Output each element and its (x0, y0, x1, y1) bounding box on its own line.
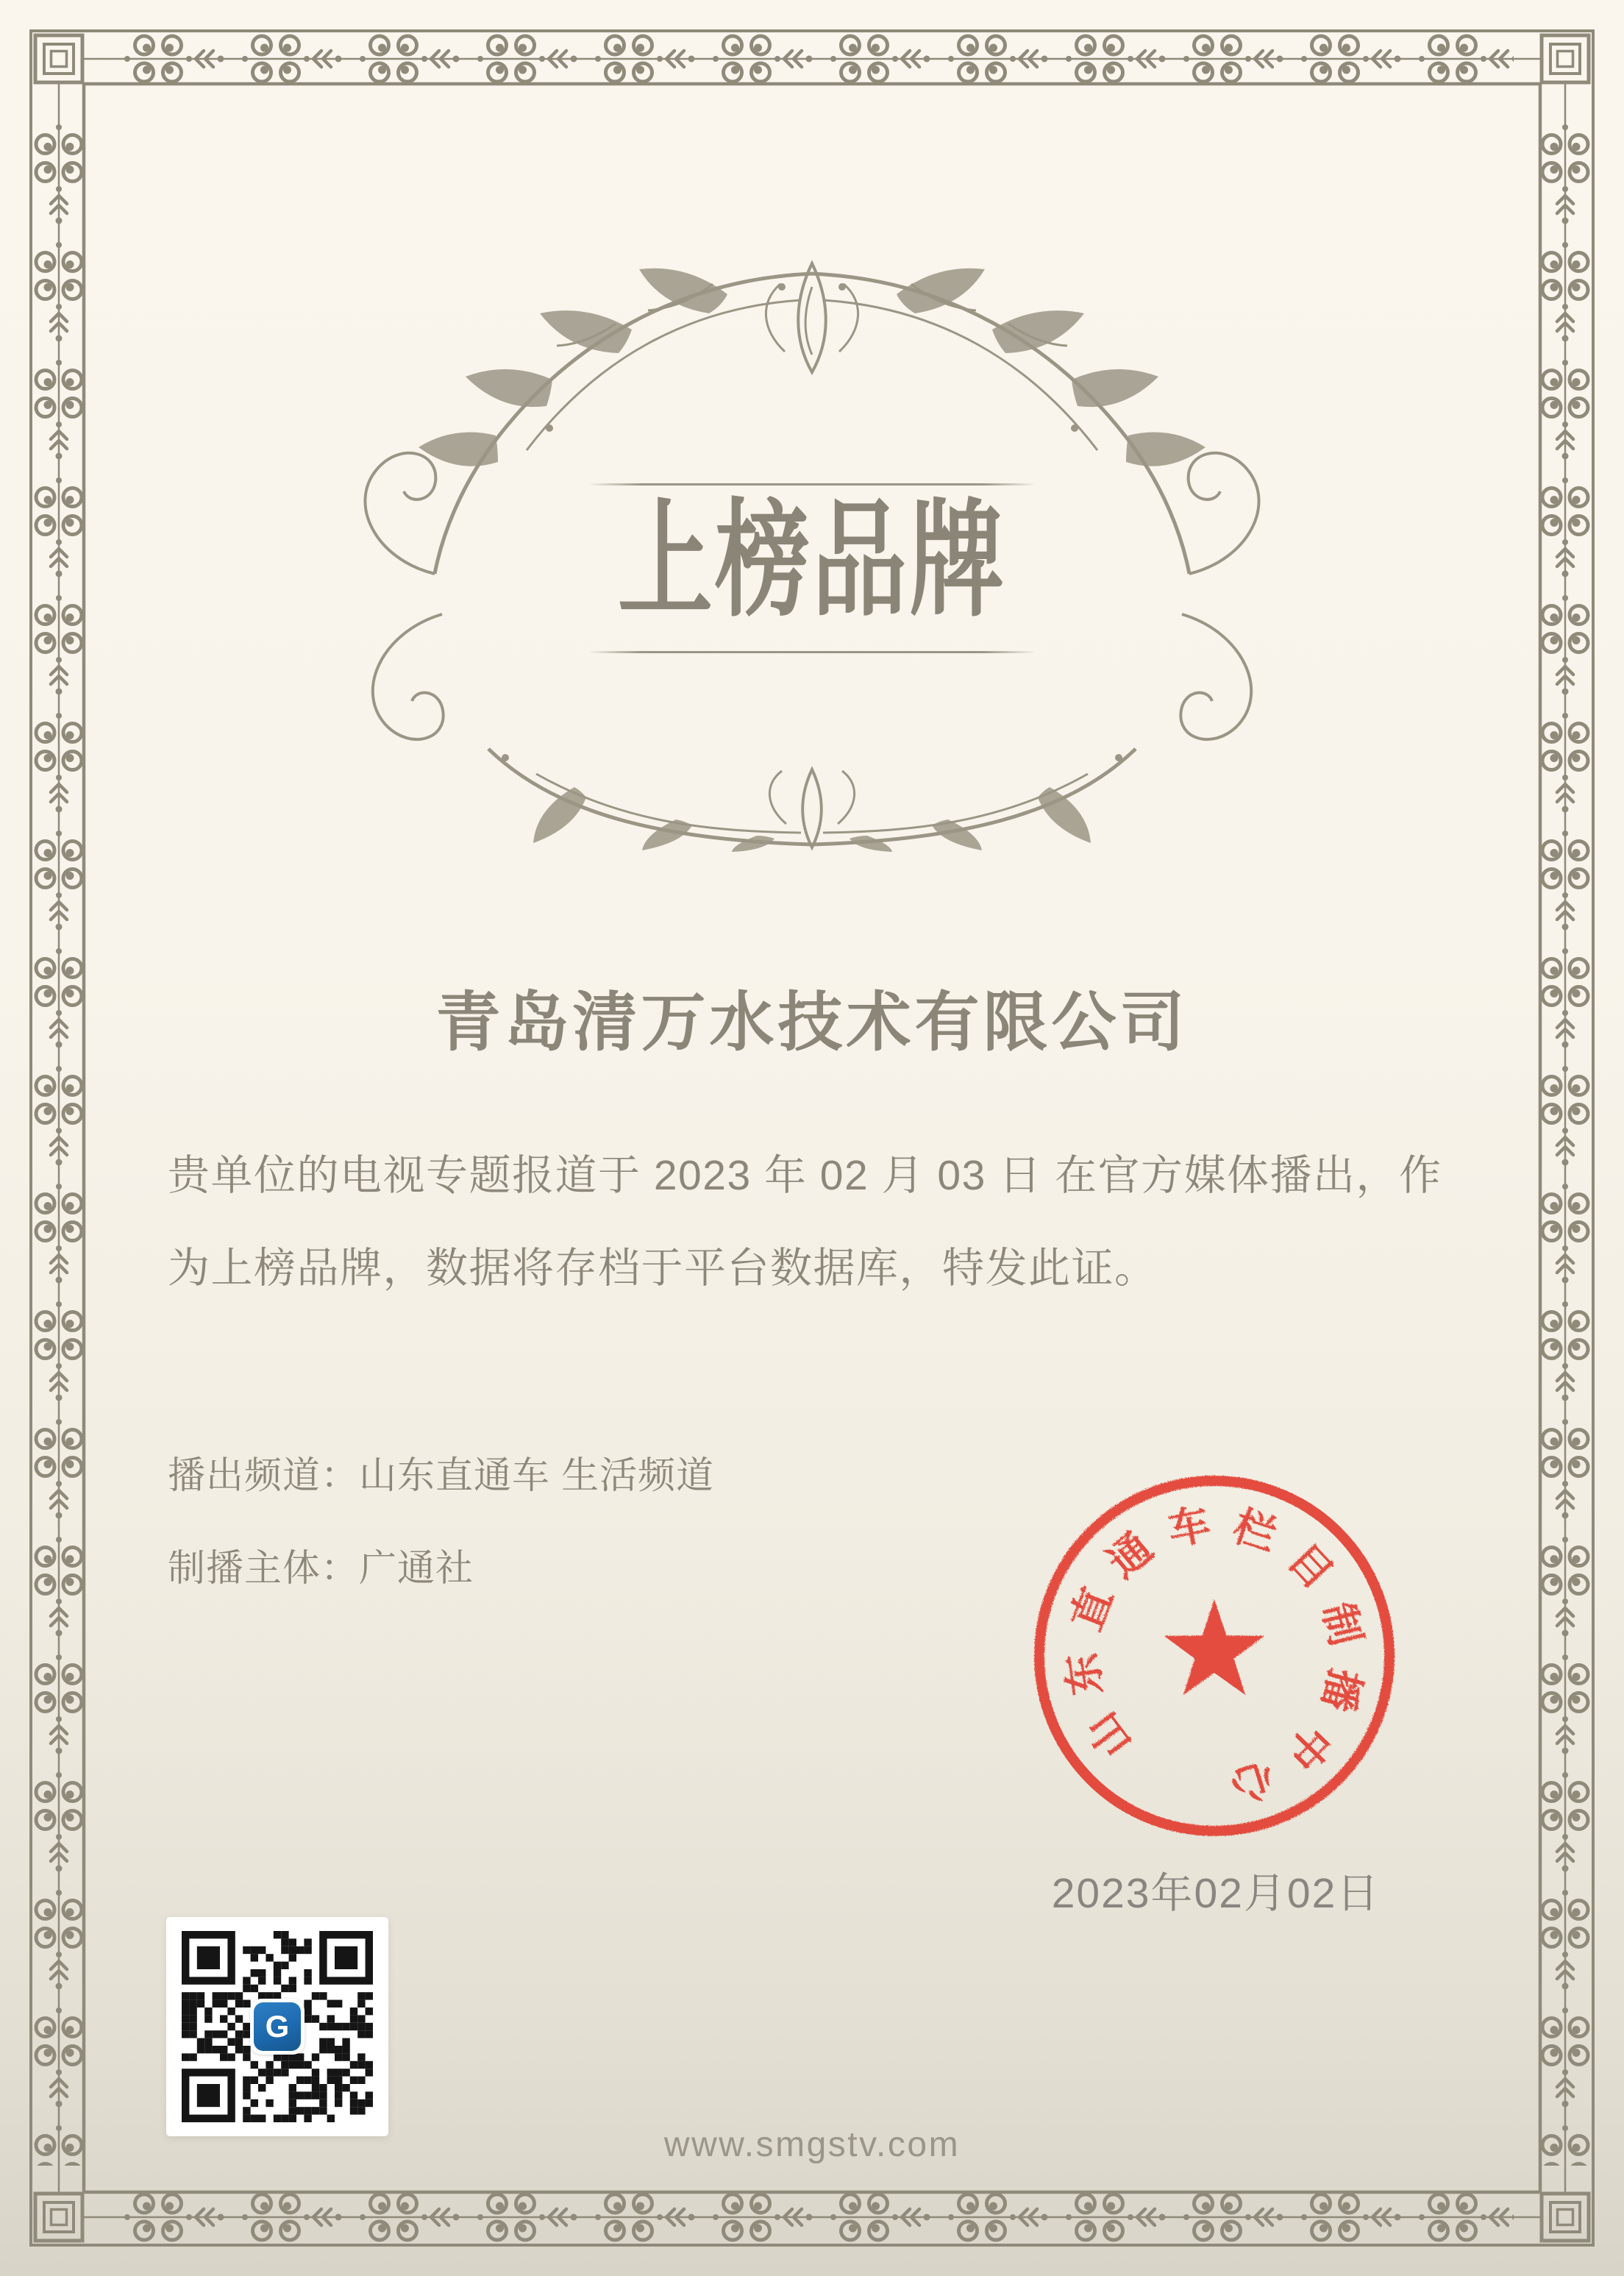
producer-row (168, 1537, 474, 1592)
svg-text:车: 车 (1164, 1500, 1215, 1555)
svg-text:制: 制 (1313, 1598, 1370, 1651)
broadcast-channel-row (168, 1445, 714, 1499)
svg-text:中: 中 (1277, 1715, 1340, 1779)
company-name: 青岛清万水技术有限公司 (435, 986, 1189, 1059)
website-text: www.smgstv.com (663, 2125, 961, 2164)
producer-value: 广通社 (359, 1547, 474, 1589)
svg-text:栏: 栏 (1228, 1502, 1282, 1560)
svg-text:目: 目 (1278, 1534, 1342, 1598)
title-banner: 上榜品牌 (618, 490, 1006, 631)
svg-text:心: 心 (1225, 1752, 1280, 1810)
producer-label: 制播主体： (168, 1547, 360, 1589)
broadcast-channel-label: 播出频道： (168, 1454, 360, 1496)
stamp-star-icon (1164, 1599, 1265, 1695)
title-rule-bottom (588, 651, 1036, 653)
qr-code (166, 1917, 388, 2136)
qr-logo-letter: G (254, 2002, 301, 2051)
svg-text:山: 山 (1078, 1704, 1142, 1766)
svg-text:东: 东 (1058, 1650, 1111, 1699)
broadcast-channel-value: 山东直通车 生活频道 (359, 1454, 715, 1496)
svg-text:通: 通 (1099, 1523, 1161, 1587)
stamp-date: 2023年02月02日 (1051, 1870, 1381, 1917)
body-text-line-2: 为上榜品牌，数据将存档于平台数据库，特发此证。 (168, 1245, 1158, 1292)
qr-logo (250, 1999, 304, 2055)
svg-text:直: 直 (1062, 1581, 1122, 1637)
title-rule-top (588, 483, 1036, 486)
body-text-line-1: 贵单位的电视专题报道于 2023 年 02 月 03 日 在官方媒体播出，作 (168, 1152, 1442, 1199)
svg-text:播: 播 (1312, 1663, 1370, 1716)
official-stamp (1027, 1468, 1402, 1843)
